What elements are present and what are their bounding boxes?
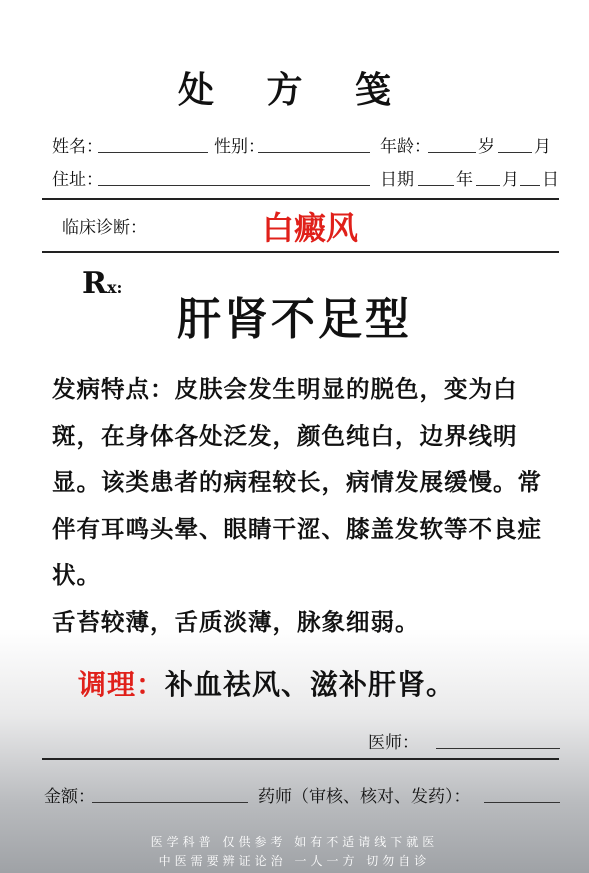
gender-label: 性别：: [214, 137, 265, 157]
diagnosis-label: 临床诊断：: [62, 218, 147, 238]
date-month-unit: 月: [502, 170, 519, 190]
pharmacist-field: [484, 802, 560, 803]
disclaimer-line-1: 医学科普 仅供参考 如有不适请线下就医: [150, 835, 439, 849]
disease-features: 发病特点：皮肤会发生明显的脱色，变为白斑，在身体各处泛发，颜色纯白，边界线明显。该类患者的病程较长，病情发展缓慢。常伴有耳鸣头晕、眼睛干涩、膝盖发软等不良症状。: [52, 375, 542, 589]
name-field: [98, 152, 208, 153]
treatment-line: [78, 663, 455, 703]
date-year-field: [418, 185, 454, 186]
prescription-body: [52, 366, 557, 645]
date-day-unit: 日: [542, 170, 559, 190]
doctor-label: 医师：: [368, 733, 419, 753]
amount-label: 金额：: [44, 787, 95, 807]
form-title: 处 方 笺: [177, 69, 412, 111]
date-day-field: [520, 185, 540, 186]
gender-field: [258, 152, 370, 153]
diagnosis-value: 白癜风: [262, 209, 359, 247]
tongue-pulse: 舌苔较薄，舌质淡薄，脉象细弱。: [52, 607, 420, 636]
age-unit-month: 月: [534, 137, 551, 157]
age-field: [428, 152, 476, 153]
age-label: 年龄：: [380, 137, 431, 157]
disclaimer-line-2: 中医需要辨证论治 一人一方 切勿自诊: [158, 854, 431, 868]
pharmacist-label: 药师（审核、核对、发药）：: [258, 787, 471, 807]
treatment-label: 调理：: [78, 668, 166, 701]
disclaimer: [0, 833, 589, 871]
amount-field: [92, 802, 248, 803]
rx-symbol-r: R: [82, 266, 107, 301]
age-month-field: [498, 152, 532, 153]
divider-bottom: [42, 758, 559, 760]
name-label: 姓名：: [52, 137, 103, 157]
divider-top: [42, 198, 559, 200]
age-unit-year: 岁: [478, 137, 495, 157]
address-label: 住址：: [52, 170, 103, 190]
rx-symbol-suffix: x:: [106, 278, 123, 297]
date-year-unit: 年: [456, 170, 473, 190]
date-label: 日期: [380, 170, 414, 190]
prescription-heading: 肝肾不足型: [177, 294, 412, 345]
divider-diagnosis: [42, 251, 559, 253]
date-month-field: [476, 185, 500, 186]
treatment-value: 补血祛风、滋补肝肾。: [165, 668, 456, 701]
doctor-signature-field: [436, 748, 560, 749]
address-field: [98, 185, 370, 186]
